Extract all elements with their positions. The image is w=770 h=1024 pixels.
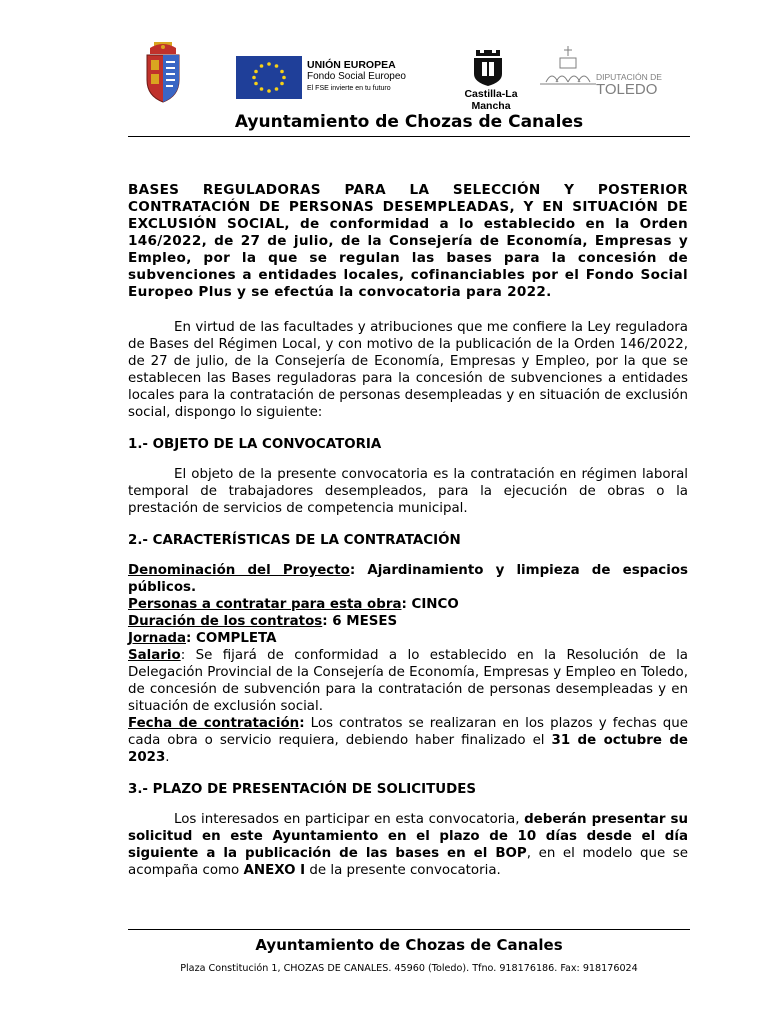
proyecto-line bbox=[128, 562, 688, 596]
fecha-end: . bbox=[165, 750, 170, 765]
section-1-text: El objeto de la presente convocatoria es la contratación en régimen laboral temporal de trabajadores desempleados, para la ejecución de obras o la prestación de servicios de competencia municipal. bbox=[128, 467, 688, 516]
personas-line bbox=[128, 596, 688, 613]
eu-line-3: El FSE invierte en tu futuro bbox=[307, 85, 391, 92]
dip-line-1: DIPUTACIÓN DE bbox=[596, 72, 662, 82]
castilla-la-mancha-emblem-icon bbox=[470, 46, 506, 86]
intro-paragraph: En virtud de las facultades y atribuciones que me confiere la Ley reguladora de Bases del Régimen Local, y con motivo de la publicación de la Orden 146/2022, de 27 de julio, de la Consejería de Economía, Empresas y Empleo, por la que se establecen las Bases reguladoras para la concesión de subvenciones a entidades locales para la contratación de personas desempleadas y en situación de exclusión social, dispongo lo siguiente: bbox=[128, 320, 688, 420]
eu-line-2: Fondo Social Europeo bbox=[307, 71, 406, 82]
s3-annex: ANEXO I bbox=[243, 863, 306, 878]
jornada-value: : COMPLETA bbox=[185, 631, 277, 646]
dip-line-2: TOLEDO bbox=[596, 81, 658, 98]
jornada-line bbox=[128, 630, 688, 647]
footer-divider bbox=[128, 929, 690, 930]
personas-value: : CINCO bbox=[401, 597, 459, 612]
footer-title: Ayuntamiento de Chozas de Canales bbox=[255, 936, 563, 954]
proyecto-value: : Ajardinamiento y limpieza de espacios públicos. bbox=[128, 563, 688, 595]
section-3-text bbox=[128, 811, 688, 879]
fecha-deadline: 31 de octubre de 2023 bbox=[128, 733, 688, 765]
section-2-heading: 2.- CARACTERÍSTICAS DE LA CONTRATACIÓN bbox=[128, 533, 461, 548]
proyecto-label: Denominación del Proyecto bbox=[128, 563, 350, 578]
header-divider bbox=[128, 136, 690, 137]
eu-text-block bbox=[307, 59, 406, 95]
footer-address: Plaza Constitución 1, CHOZAS DE CANALES. 45960 (Toledo). Tfno. 918176186. Fax: 918176024 bbox=[180, 963, 638, 974]
s3-bold: deberán presentar su solicitud en este Ayuntamiento en el plazo de 10 días desde el día siguiente a la publicación de las bases en el BOP bbox=[128, 812, 689, 861]
coat-of-arms-icon bbox=[142, 42, 184, 104]
s3-text-3: de la presente convocatoria. bbox=[305, 863, 501, 878]
eu-flag-icon bbox=[236, 56, 302, 99]
section-3-heading: 3.- PLAZO DE PRESENTACIÓN DE SOLICITUDES bbox=[128, 782, 476, 797]
fecha-label: Fecha de contratación bbox=[128, 716, 300, 731]
eu-line-1: UNIÓN EUROPEA bbox=[307, 59, 396, 71]
header-title: Ayuntamiento de Chozas de Canales bbox=[234, 112, 584, 132]
fecha-colon: : bbox=[299, 716, 305, 731]
document-body bbox=[128, 182, 688, 879]
salario-label: Salario bbox=[128, 648, 181, 663]
clm-label: Castilla-La Mancha bbox=[464, 88, 518, 112]
fecha-line bbox=[128, 715, 688, 766]
personas-label: Personas a contratar para esta obra bbox=[128, 597, 402, 612]
salario-value: : Se fijará de conformidad a lo establecido en la Resolución de la Delegación Provincial de la Consejería de Economía, Empresas y Empleo en Toledo, de concesión de subvención para la contratación de personas desempleadas y en situación de exclusión social. bbox=[128, 648, 688, 714]
logo-bar bbox=[0, 40, 770, 112]
duracion-label: Duración de los contratos bbox=[128, 614, 323, 629]
s3-text-1: Los interesados en participar en esta convocatoria, bbox=[174, 812, 525, 827]
document-title: BASES REGULADORAS PARA LA SELECCIÓN Y POSTERIOR CONTRATACIÓN DE PERSONAS DESEMPLEADAS, Y EN SITUACIÓN DE EXCLUSIÓN SOCIAL, de conformidad a lo establecido en la Orden 146/2022, de 27 de julio, de la Consejería de Economía, Empresas y Empleo, por la que se regulan las bases para la concesión de subvenciones a entidades locales, cofinanciables por el Fondo Social Europeo Plus y se efectúa la convocatoria para 2022. bbox=[128, 182, 688, 300]
salario-line bbox=[128, 647, 688, 715]
duracion-value: : 6 MESES bbox=[322, 614, 398, 629]
diputacion-toledo-emblem-icon bbox=[538, 44, 598, 94]
jornada-label: Jornada bbox=[128, 631, 186, 646]
diputacion-text-block bbox=[596, 72, 662, 98]
section-1-heading: 1.- OBJETO DE LA CONVOCATORIA bbox=[128, 437, 382, 452]
duracion-line bbox=[128, 613, 688, 630]
s3-text-2: , en el modelo que se acompaña como bbox=[128, 846, 688, 878]
fecha-text: Los contratos se realizaran en los plazos y fechas que cada obra o servicio requiera, debiendo haber finalizado el bbox=[128, 716, 688, 748]
